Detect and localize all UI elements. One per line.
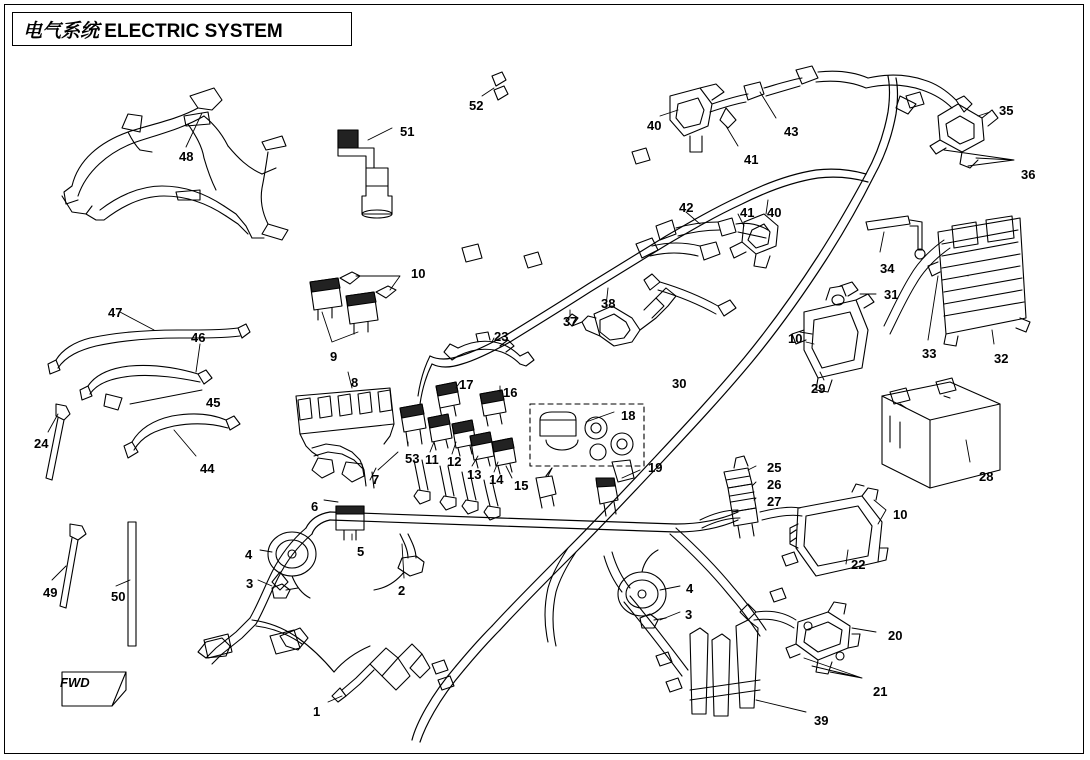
callout-number: 45	[206, 395, 221, 410]
callout-number: 5	[357, 544, 365, 559]
fwd-label: FWD	[60, 675, 90, 690]
callout-number: 6	[311, 499, 319, 514]
callout-number: 46	[191, 330, 206, 345]
callout-number: 47	[108, 305, 123, 320]
callout-number: 10	[893, 507, 908, 522]
harness-horn-branch	[374, 534, 424, 590]
callout-number: 35	[999, 103, 1014, 118]
callout-number: 26	[767, 477, 782, 492]
connector-11	[428, 414, 452, 450]
tie-24	[46, 404, 70, 480]
callout-number: 50	[111, 589, 126, 604]
part-20	[786, 602, 860, 674]
part-51	[338, 130, 392, 218]
callout-number: 22	[851, 557, 866, 572]
callout-number: 18	[621, 408, 636, 423]
callout-number: 4	[245, 547, 253, 562]
page-title-cn: 电气系统	[23, 20, 100, 42]
callout-number: 40	[767, 205, 782, 220]
callout-number: 32	[994, 351, 1009, 366]
callout-number: 28	[979, 469, 994, 484]
callout-number: 40	[647, 118, 662, 133]
callout-number: 39	[814, 713, 829, 728]
callout-number: 23	[494, 329, 509, 344]
starter-relay-29	[792, 282, 874, 392]
callout-number: 8	[351, 375, 359, 390]
part-40-top	[670, 66, 868, 152]
callout-number: 31	[884, 287, 899, 302]
callout-number: 27	[767, 494, 782, 509]
callout-number: 21	[873, 684, 888, 699]
callout-number: 14	[489, 472, 504, 487]
part-42	[656, 218, 768, 240]
horn-right-4	[618, 550, 666, 616]
harness-lower	[306, 512, 738, 534]
page-title	[23, 16, 283, 43]
callout-number: 34	[880, 261, 895, 276]
callout-number: 51	[400, 124, 415, 139]
callout-number: 37	[563, 314, 578, 329]
callout-number: 52	[469, 98, 484, 113]
cable-46	[80, 365, 212, 410]
tie-49	[60, 524, 86, 608]
callout-number: 17	[459, 377, 474, 392]
callout-number: 1	[313, 704, 321, 719]
callout-number: 36	[1021, 167, 1036, 182]
regulator-32	[928, 216, 1030, 346]
harness-lowerleft	[198, 528, 370, 672]
callout-number: 24	[34, 436, 49, 451]
ecu-22	[790, 484, 888, 576]
callout-number: 42	[679, 200, 694, 215]
title-box	[12, 12, 352, 46]
callout-number: 41	[740, 205, 755, 220]
callout-number: 53	[405, 451, 420, 466]
part-23	[444, 329, 534, 366]
cable-47	[48, 324, 250, 374]
callout-number: 38	[601, 296, 616, 311]
callout-number: 29	[811, 381, 826, 396]
callout-number: 9	[330, 349, 338, 364]
callout-number: 44	[200, 461, 215, 476]
callout-number: 10	[411, 266, 426, 281]
connector-leads	[414, 460, 500, 520]
harness-left-leads	[418, 356, 630, 646]
callout-number: 10	[788, 331, 803, 346]
main-harness-30	[412, 76, 898, 742]
callout-number: 15	[514, 478, 529, 493]
callout-number: 11	[425, 452, 439, 467]
callout-number: 19	[648, 460, 663, 475]
bracket-39	[690, 620, 760, 716]
callout-number: 33	[922, 346, 937, 361]
page-title-en: ELECTRIC SYSTEM	[104, 20, 283, 42]
part-25-27	[724, 456, 758, 538]
connector-53	[400, 404, 426, 446]
callout-number: 16	[503, 385, 518, 400]
part-34	[866, 216, 925, 259]
spark-plug-1	[332, 644, 430, 702]
part-52	[492, 72, 508, 100]
callout-number: 3	[246, 576, 254, 591]
harness-top-right	[866, 75, 972, 114]
callout-number: 7	[372, 472, 380, 487]
callout-number: 30	[672, 376, 687, 391]
callout-number: 2	[398, 583, 406, 598]
callout-number: 48	[179, 149, 194, 164]
callout-number: 20	[888, 628, 903, 643]
callout-number: 3	[685, 607, 693, 622]
fuse-block-8	[296, 388, 394, 488]
component-mid-lower	[636, 238, 720, 260]
callout-number: 41	[744, 152, 759, 167]
relay-5	[336, 506, 364, 540]
relays-9-10	[310, 272, 396, 334]
callout-number: 25	[767, 460, 782, 475]
part-40-mid	[730, 214, 778, 268]
callout-number: 12	[447, 454, 462, 469]
callout-number: 13	[467, 467, 482, 482]
harness-48	[62, 88, 288, 240]
bolt-3-left	[272, 584, 298, 598]
callout-number: 43	[784, 124, 799, 139]
harness-rlower	[624, 528, 766, 676]
cable-45	[124, 414, 240, 458]
callout-number: 49	[43, 585, 58, 600]
callout-number: 4	[686, 581, 694, 596]
tie-50	[128, 522, 136, 646]
